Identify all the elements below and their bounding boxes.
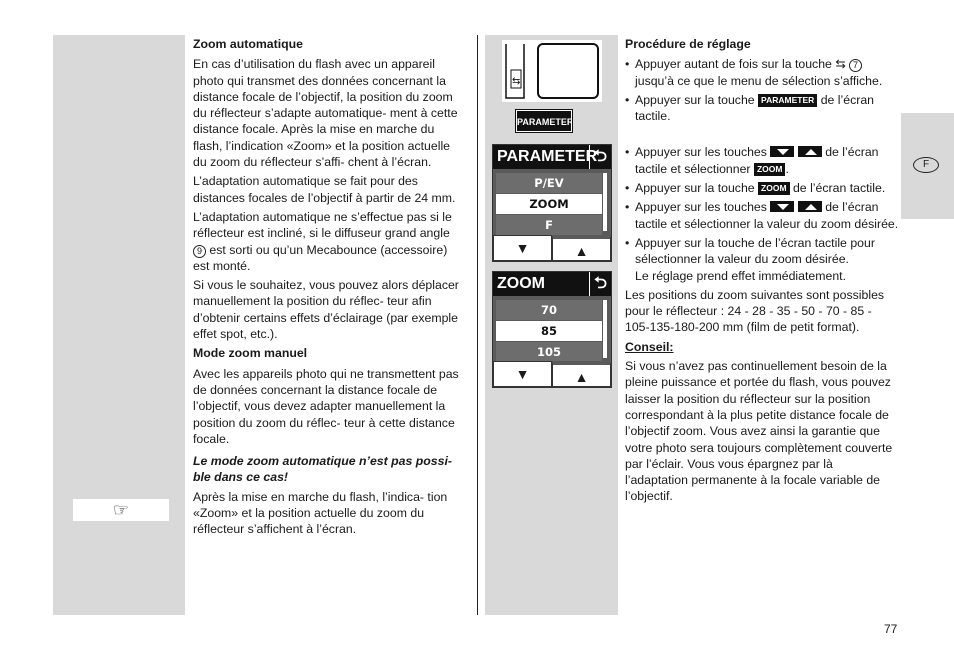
svg-text:⇆: ⇆ [512, 76, 521, 87]
bullet-icon: • [625, 181, 630, 196]
tip-heading: Conseil: [625, 339, 674, 354]
scrollbar[interactable] [603, 173, 607, 231]
number-9-icon: 9 [193, 245, 206, 258]
scrollbar[interactable] [603, 300, 607, 358]
text: de l’écran tactile et sélectionner [635, 145, 879, 176]
list-item [625, 235, 899, 268]
screen-title [493, 272, 611, 296]
page-number: 77 [884, 622, 898, 636]
paragraph: Avec les appareils photo qui ne transmettent pas de données concernant la distance focale de l’objectif, vous devez adapter manuellement la position du zoom du réflec- teur à cette distance focale. [193, 366, 459, 446]
back-icon[interactable]: ⮌ [589, 145, 607, 169]
down-arrow-icon [770, 146, 794, 157]
list-item [625, 92, 899, 125]
paragraph: Les positions du zoom suivantes sont possibles pour le réflecteur : 24 - 28 - 35 - 50 - 70 - 85 - 105-135-180-200 mm (film de petit format). [625, 287, 885, 335]
menu-item-selected[interactable]: 85 [496, 321, 602, 341]
text: de l’écran tactile. [635, 92, 875, 124]
up-arrow-button[interactable]: ▲ [552, 361, 611, 387]
paragraph: L’adaptation automatique se fait pour des distances focales de l’objectif à partir de 24 mm. [193, 174, 456, 205]
down-arrow-button[interactable]: ▼ [493, 361, 552, 387]
menu-item-selected[interactable]: ZOOM [496, 194, 602, 214]
up-arrow-icon [798, 201, 822, 212]
heading-manual-zoom: Mode zoom manuel [193, 346, 308, 361]
zoom-key-chip: ZOOM [754, 163, 786, 176]
down-arrow-button[interactable]: ▼ [493, 235, 552, 261]
menu-list [496, 173, 602, 236]
paragraph: Après la mise en marche du flash, l’indica- tion «Zoom» et la position actuelle du zoom du réflecteur s’affichent à l’écran. [193, 489, 448, 537]
note: Le réglage prend effet immédiatement. [635, 268, 846, 283]
menu-item[interactable]: P/EV [496, 173, 602, 193]
list-item [625, 180, 899, 196]
language-badge: F [913, 157, 939, 173]
paragraph: En cas d’utilisation du flash avec un appareil photo qui transmet des données concernant la distance focale de l’objectif, la position du zoom du réflecteur s’adapte automatique- ment à cette distance focale. Après la mise en marche du flash, l’indication «Zoom» et la position actuelle du zoom du réflecteur s’affi- chent à l’écran. [193, 57, 458, 170]
flash-device-sketch [502, 40, 602, 102]
right-text-column [625, 36, 899, 508]
menu-item[interactable]: 105 [496, 342, 602, 362]
text: Appuyer sur les touches [635, 200, 767, 215]
swap-arrows-icon: ⇆ [835, 57, 846, 72]
menu-item[interactable]: 70 [496, 300, 602, 320]
column-divider [477, 35, 478, 615]
text: L’adaptation automatique ne s’effectue pas si le réflecteur est incliné, si le diffuseur grand angle [193, 209, 452, 241]
text: Appuyer sur la touche de l’écran tactile pour sélectionner la valeur du zoom désirée. [635, 235, 875, 267]
parameter-key-chip: PARAMETER [758, 94, 817, 107]
number-7-icon: 7 [849, 59, 862, 72]
screen-title-text: ZOOM [497, 275, 545, 292]
screen-buttons [493, 361, 611, 387]
text: Appuyer sur la touche [635, 181, 755, 196]
paragraph [193, 209, 465, 274]
screen-title-text: PARAMETER [497, 148, 598, 165]
text: . [785, 161, 789, 176]
back-icon[interactable]: ⮌ [589, 272, 607, 296]
heading-auto-zoom: Zoom automatique [193, 37, 303, 51]
text: de l’écran tactile et sélectionner la valeur du zoom désirée. [635, 200, 899, 231]
text: Appuyer sur les touches [635, 145, 767, 160]
left-text-column [193, 36, 465, 541]
paragraph: Si vous n’avez pas continuellement besoin de la pleine puissance et portée du flash, vous pouvez laisser la position du réflecteur sur la position correspondant à la plus petite distance focale de l’objectif zoom. Vous avez ainsi la garantie que votre photo sera toujours complètement couverte par l’éclair. Vous vous épargnez par là l’adaptation permanente à la focale variable de l’objectif. [625, 359, 893, 504]
parameter-key-button[interactable]: PARAMETER [516, 110, 572, 132]
heading-procedure: Procédure de réglage [625, 37, 751, 51]
pointing-hand-icon: ☞ [73, 499, 169, 521]
zoom-screen [492, 271, 612, 388]
text: Appuyer autant de fois sur la touche [635, 57, 832, 72]
bullet-icon: • [625, 235, 630, 250]
text: est sorti ou qu’un Mecabounce (accessoire) est monté. [193, 242, 448, 273]
left-margin-band [53, 35, 185, 615]
list-item [625, 199, 899, 232]
parameter-screen [492, 144, 612, 262]
zoom-key-chip: ZOOM [758, 182, 790, 195]
bullet-icon: • [625, 145, 630, 160]
paragraph: Si vous le souhaitez, vous pouvez alors déplacer manuellement la position du réflec- teur afin d’obtenir certains effets d’éclairage (par exemple effet spot, etc.). [193, 278, 459, 342]
up-arrow-button[interactable]: ▲ [552, 235, 611, 261]
bullet-icon: • [625, 57, 630, 72]
down-arrow-icon [770, 201, 794, 212]
screen-buttons [493, 235, 611, 261]
menu-item[interactable]: F [496, 215, 602, 235]
text: de l’écran tactile. [792, 181, 886, 196]
screen-title [493, 145, 611, 169]
menu-list [496, 300, 602, 363]
list-item [625, 144, 899, 177]
text: Appuyer sur la touche [635, 92, 755, 107]
warning-text: Le mode zoom automatique n’est pas possi- ble dans ce cas! [193, 454, 452, 485]
up-arrow-icon [798, 146, 822, 157]
list-item [625, 56, 899, 89]
bullet-icon: • [625, 200, 630, 215]
text: jusqu’à ce que le menu de sélection s’affiche. [635, 73, 883, 88]
bullet-icon: • [625, 92, 630, 107]
